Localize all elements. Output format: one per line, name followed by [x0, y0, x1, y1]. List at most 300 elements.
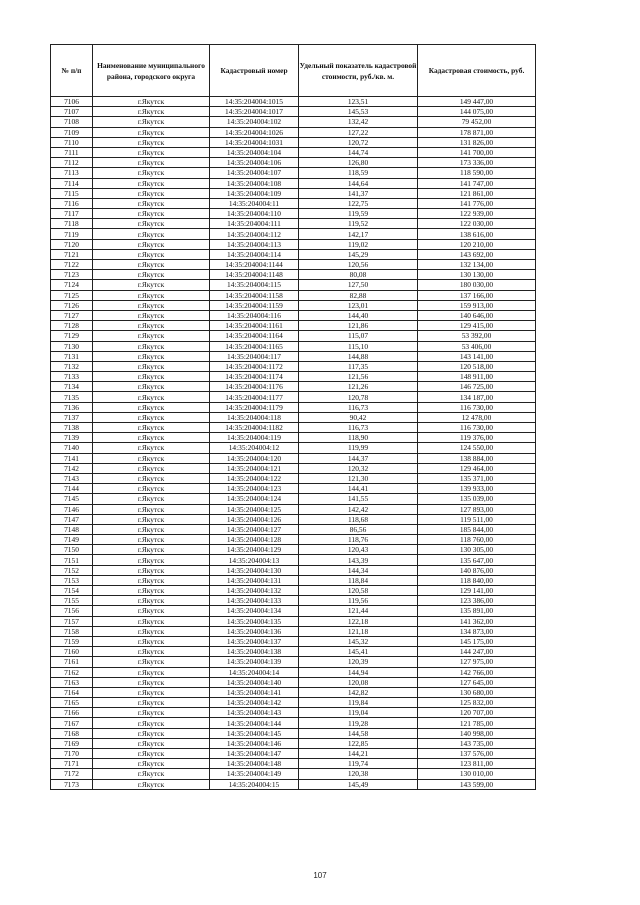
- cadastral-number-cell: 14:35:204004:130: [210, 565, 299, 575]
- cadastral-cost-cell: 118 760,00: [418, 535, 536, 545]
- cadastral-cost-cell: 118 590,00: [418, 168, 536, 178]
- district-cell: г.Якутск: [93, 290, 210, 300]
- specific-value-cell: 116,73: [299, 402, 418, 412]
- table-row: [51, 616, 536, 626]
- table-row: [51, 565, 536, 575]
- district-cell: г.Якутск: [93, 188, 210, 198]
- row-number-cell: 7142: [51, 463, 93, 473]
- cadastral-number-cell: 14:35:204004:136: [210, 626, 299, 636]
- table-row: [51, 209, 536, 219]
- row-number-cell: 7117: [51, 209, 93, 219]
- cadastral-number-cell: 14:35:204004:135: [210, 616, 299, 626]
- district-cell: г.Якутск: [93, 555, 210, 565]
- cadastral-cost-cell: 140 876,00: [418, 565, 536, 575]
- header-row-number: № п/п: [51, 45, 93, 97]
- header-cadastral-cost: Кадастровая стоимость, руб.: [418, 45, 536, 97]
- specific-value-cell: 115,07: [299, 331, 418, 341]
- row-number-cell: 7126: [51, 300, 93, 310]
- specific-value-cell: 120,32: [299, 463, 418, 473]
- cadastral-number-cell: 14:35:204004:107: [210, 168, 299, 178]
- table-row: [51, 657, 536, 667]
- table-row: [51, 677, 536, 687]
- cadastral-number-cell: 14:35:204004:142: [210, 698, 299, 708]
- table-row: [51, 545, 536, 555]
- specific-value-cell: 115,10: [299, 341, 418, 351]
- table-row: [51, 535, 536, 545]
- row-number-cell: 7145: [51, 494, 93, 504]
- district-cell: г.Якутск: [93, 402, 210, 412]
- row-number-cell: 7152: [51, 565, 93, 575]
- cadastral-number-cell: 14:35:204004:109: [210, 188, 299, 198]
- specific-value-cell: 141,55: [299, 494, 418, 504]
- table-row: [51, 504, 536, 514]
- cadastral-number-cell: 14:35:204004:106: [210, 158, 299, 168]
- cadastral-number-cell: 14:35:204004:139: [210, 657, 299, 667]
- table-row: [51, 372, 536, 382]
- table-row: [51, 168, 536, 178]
- row-number-cell: 7156: [51, 606, 93, 616]
- cadastral-cost-cell: 144 075,00: [418, 107, 536, 117]
- row-number-cell: 7147: [51, 514, 93, 524]
- cadastral-cost-cell: 140 646,00: [418, 310, 536, 320]
- specific-value-cell: 120,58: [299, 586, 418, 596]
- specific-value-cell: 123,01: [299, 300, 418, 310]
- cadastral-number-cell: 14:35:204004:1158: [210, 290, 299, 300]
- table-row: [51, 698, 536, 708]
- cadastral-cost-cell: 116 730,00: [418, 423, 536, 433]
- row-number-cell: 7138: [51, 423, 93, 433]
- cadastral-number-cell: 14:35:204004:132: [210, 586, 299, 596]
- district-cell: г.Якутск: [93, 698, 210, 708]
- cadastral-cost-cell: 148 911,00: [418, 372, 536, 382]
- row-number-cell: 7125: [51, 290, 93, 300]
- row-number-cell: 7144: [51, 484, 93, 494]
- specific-value-cell: 144,37: [299, 453, 418, 463]
- cadastral-number-cell: 14:35:204004:108: [210, 178, 299, 188]
- cadastral-number-cell: 14:35:204004:145: [210, 728, 299, 738]
- district-cell: г.Якутск: [93, 147, 210, 157]
- cadastral-cost-cell: 124 550,00: [418, 443, 536, 453]
- row-number-cell: 7148: [51, 524, 93, 534]
- row-number-cell: 7146: [51, 504, 93, 514]
- row-number-cell: 7151: [51, 555, 93, 565]
- row-number-cell: 7170: [51, 749, 93, 759]
- cadastral-number-cell: 14:35:204004:1026: [210, 127, 299, 137]
- district-cell: г.Якутск: [93, 606, 210, 616]
- district-cell: г.Якутск: [93, 270, 210, 280]
- cadastral-cost-cell: 127 893,00: [418, 504, 536, 514]
- district-cell: г.Якутск: [93, 677, 210, 687]
- cadastral-number-cell: 14:35:204004:1015: [210, 97, 299, 107]
- district-cell: г.Якутск: [93, 463, 210, 473]
- district-cell: г.Якутск: [93, 412, 210, 422]
- row-number-cell: 7114: [51, 178, 93, 188]
- cadastral-number-cell: 14:35:204004:143: [210, 708, 299, 718]
- table-row: [51, 361, 536, 371]
- cadastral-number-cell: 14:35:204004:15: [210, 779, 299, 789]
- specific-value-cell: 141,37: [299, 188, 418, 198]
- cadastral-cost-cell: 130 680,00: [418, 687, 536, 697]
- table-row: [51, 402, 536, 412]
- cadastral-number-cell: 14:35:204004:1172: [210, 361, 299, 371]
- row-number-cell: 7134: [51, 382, 93, 392]
- specific-value-cell: 144,41: [299, 484, 418, 494]
- cadastral-number-cell: 14:35:204004:1159: [210, 300, 299, 310]
- cadastral-cost-cell: 127 645,00: [418, 677, 536, 687]
- district-cell: г.Якутск: [93, 636, 210, 646]
- cadastral-cost-cell: 185 844,00: [418, 524, 536, 534]
- cadastral-number-cell: 14:35:204004:1176: [210, 382, 299, 392]
- cadastral-number-cell: 14:35:204004:128: [210, 535, 299, 545]
- cadastral-number-cell: 14:35:204004:141: [210, 687, 299, 697]
- table-row: [51, 249, 536, 259]
- specific-value-cell: 144,21: [299, 749, 418, 759]
- district-cell: г.Якутск: [93, 361, 210, 371]
- cadastral-cost-cell: 149 447,00: [418, 97, 536, 107]
- row-number-cell: 7168: [51, 728, 93, 738]
- table-row: [51, 198, 536, 208]
- cadastral-cost-cell: 180 030,00: [418, 280, 536, 290]
- cadastral-cost-cell: 135 891,00: [418, 606, 536, 616]
- cadastral-cost-cell: 141 700,00: [418, 147, 536, 157]
- specific-value-cell: 120,78: [299, 392, 418, 402]
- specific-value-cell: 86,56: [299, 524, 418, 534]
- specific-value-cell: 116,73: [299, 423, 418, 433]
- cadastral-cost-cell: 137 166,00: [418, 290, 536, 300]
- cadastral-number-cell: 14:35:204004:111: [210, 219, 299, 229]
- specific-value-cell: 120,39: [299, 657, 418, 667]
- cadastral-cost-cell: 146 725,00: [418, 382, 536, 392]
- row-number-cell: 7137: [51, 412, 93, 422]
- table-row: [51, 636, 536, 646]
- cadastral-cost-cell: 132 134,00: [418, 260, 536, 270]
- row-number-cell: 7106: [51, 97, 93, 107]
- specific-value-cell: 121,86: [299, 321, 418, 331]
- row-number-cell: 7173: [51, 779, 93, 789]
- row-number-cell: 7161: [51, 657, 93, 667]
- table-row: [51, 596, 536, 606]
- cadastral-cost-cell: 141 776,00: [418, 198, 536, 208]
- cadastral-number-cell: 14:35:204004:121: [210, 463, 299, 473]
- district-cell: г.Якутск: [93, 117, 210, 127]
- specific-value-cell: 119,52: [299, 219, 418, 229]
- row-number-cell: 7113: [51, 168, 93, 178]
- district-cell: г.Якутск: [93, 423, 210, 433]
- specific-value-cell: 82,88: [299, 290, 418, 300]
- cadastral-number-cell: 14:35:204004:1017: [210, 107, 299, 117]
- row-number-cell: 7112: [51, 158, 93, 168]
- cadastral-cost-cell: 143 692,00: [418, 249, 536, 259]
- table-row: [51, 443, 536, 453]
- cadastral-cost-cell: 142 766,00: [418, 667, 536, 677]
- specific-value-cell: 118,59: [299, 168, 418, 178]
- district-cell: г.Якутск: [93, 260, 210, 270]
- cadastral-cost-cell: 129 141,00: [418, 586, 536, 596]
- specific-value-cell: 120,72: [299, 137, 418, 147]
- specific-value-cell: 119,56: [299, 596, 418, 606]
- cadastral-cost-cell: 116 730,00: [418, 402, 536, 412]
- specific-value-cell: 119,59: [299, 209, 418, 219]
- row-number-cell: 7118: [51, 219, 93, 229]
- specific-value-cell: 145,41: [299, 647, 418, 657]
- row-number-cell: 7121: [51, 249, 93, 259]
- cadastral-cost-cell: 138 616,00: [418, 229, 536, 239]
- row-number-cell: 7150: [51, 545, 93, 555]
- cadastral-cost-cell: 159 913,00: [418, 300, 536, 310]
- cadastral-cost-cell: 130 010,00: [418, 769, 536, 779]
- district-cell: г.Якутск: [93, 545, 210, 555]
- cadastral-number-cell: 14:35:204004:1174: [210, 372, 299, 382]
- district-cell: г.Якутск: [93, 586, 210, 596]
- cadastral-number-cell: 14:35:204004:127: [210, 524, 299, 534]
- row-number-cell: 7107: [51, 107, 93, 117]
- cadastral-number-cell: 14:35:204004:118: [210, 412, 299, 422]
- district-cell: г.Якутск: [93, 310, 210, 320]
- district-cell: г.Якутск: [93, 718, 210, 728]
- district-cell: г.Якутск: [93, 158, 210, 168]
- table-row: [51, 188, 536, 198]
- table-row: [51, 310, 536, 320]
- table-row: [51, 514, 536, 524]
- row-number-cell: 7158: [51, 626, 93, 636]
- table-row: [51, 769, 536, 779]
- cadastral-number-cell: 14:35:204004:147: [210, 749, 299, 759]
- table-row: [51, 647, 536, 657]
- table-row: [51, 749, 536, 759]
- specific-value-cell: 121,30: [299, 473, 418, 483]
- row-number-cell: 7120: [51, 239, 93, 249]
- cadastral-number-cell: 14:35:204004:13: [210, 555, 299, 565]
- cadastral-cost-cell: 145 175,00: [418, 636, 536, 646]
- specific-value-cell: 122,75: [299, 198, 418, 208]
- specific-value-cell: 144,40: [299, 310, 418, 320]
- table-body: [51, 97, 536, 790]
- table-row: [51, 392, 536, 402]
- cadastral-number-cell: 14:35:204004:117: [210, 351, 299, 361]
- cadastral-number-cell: 14:35:204004:115: [210, 280, 299, 290]
- cadastral-number-cell: 14:35:204004:110: [210, 209, 299, 219]
- cadastral-cost-cell: 120 518,00: [418, 361, 536, 371]
- specific-value-cell: 144,74: [299, 147, 418, 157]
- cadastral-number-cell: 14:35:204004:1148: [210, 270, 299, 280]
- specific-value-cell: 120,08: [299, 677, 418, 687]
- cadastral-number-cell: 14:35:204004:1179: [210, 402, 299, 412]
- cadastral-number-cell: 14:35:204004:1177: [210, 392, 299, 402]
- table-row: [51, 219, 536, 229]
- page-number: 107: [313, 871, 327, 880]
- cadastral-cost-cell: 143 735,00: [418, 738, 536, 748]
- district-cell: г.Якутск: [93, 443, 210, 453]
- row-number-cell: 7131: [51, 351, 93, 361]
- table-row: [51, 280, 536, 290]
- cadastral-cost-cell: 121 785,00: [418, 718, 536, 728]
- specific-value-cell: 121,56: [299, 372, 418, 382]
- cadastral-number-cell: 14:35:204004:1165: [210, 341, 299, 351]
- district-cell: г.Якутск: [93, 738, 210, 748]
- table-row: [51, 147, 536, 157]
- cadastral-cost-cell: 135 371,00: [418, 473, 536, 483]
- district-cell: г.Якутск: [93, 759, 210, 769]
- district-cell: г.Якутск: [93, 168, 210, 178]
- cadastral-cost-cell: 138 884,00: [418, 453, 536, 463]
- specific-value-cell: 118,68: [299, 514, 418, 524]
- specific-value-cell: 127,22: [299, 127, 418, 137]
- district-cell: г.Якутск: [93, 107, 210, 117]
- cadastral-cost-cell: 118 840,00: [418, 575, 536, 585]
- cadastral-cost-cell: 123 811,00: [418, 759, 536, 769]
- cadastral-number-cell: 14:35:204004:113: [210, 239, 299, 249]
- cadastral-number-cell: 14:35:204004:12: [210, 443, 299, 453]
- table-row: [51, 728, 536, 738]
- district-cell: г.Якутск: [93, 769, 210, 779]
- table-row: [51, 341, 536, 351]
- table-row: [51, 708, 536, 718]
- district-cell: г.Якутск: [93, 372, 210, 382]
- district-cell: г.Якутск: [93, 331, 210, 341]
- specific-value-cell: 122,18: [299, 616, 418, 626]
- specific-value-cell: 144,88: [299, 351, 418, 361]
- district-cell: г.Якутск: [93, 341, 210, 351]
- table-row: [51, 718, 536, 728]
- row-number-cell: 7133: [51, 372, 93, 382]
- district-cell: г.Якутск: [93, 657, 210, 667]
- specific-value-cell: 118,90: [299, 433, 418, 443]
- cadastral-cost-cell: 141 747,00: [418, 178, 536, 188]
- table-row: [51, 626, 536, 636]
- row-number-cell: 7124: [51, 280, 93, 290]
- table-row: [51, 687, 536, 697]
- table-row: [51, 473, 536, 483]
- specific-value-cell: 119,99: [299, 443, 418, 453]
- district-cell: г.Якутск: [93, 351, 210, 361]
- cadastral-cost-cell: 127 975,00: [418, 657, 536, 667]
- cadastral-cost-cell: 119 511,00: [418, 514, 536, 524]
- cadastral-number-cell: 14:35:204004:102: [210, 117, 299, 127]
- cadastral-number-cell: 14:35:204004:124: [210, 494, 299, 504]
- table-row: [51, 178, 536, 188]
- cadastral-number-cell: 14:35:204004:122: [210, 473, 299, 483]
- cadastral-cost-cell: 143 599,00: [418, 779, 536, 789]
- district-cell: г.Якутск: [93, 127, 210, 137]
- district-cell: г.Якутск: [93, 535, 210, 545]
- row-number-cell: 7172: [51, 769, 93, 779]
- table-row: [51, 260, 536, 270]
- cadastral-cost-cell: 137 576,00: [418, 749, 536, 759]
- district-cell: г.Якутск: [93, 300, 210, 310]
- specific-value-cell: 144,58: [299, 728, 418, 738]
- specific-value-cell: 120,56: [299, 260, 418, 270]
- district-cell: г.Якутск: [93, 280, 210, 290]
- table-row: [51, 290, 536, 300]
- row-number-cell: 7157: [51, 616, 93, 626]
- row-number-cell: 7135: [51, 392, 93, 402]
- table-row: [51, 412, 536, 422]
- table-row: [51, 351, 536, 361]
- row-number-cell: 7159: [51, 636, 93, 646]
- cadastral-number-cell: 14:35:204004:120: [210, 453, 299, 463]
- cadastral-cost-cell: 130 130,00: [418, 270, 536, 280]
- cadastral-number-cell: 14:35:204004:1161: [210, 321, 299, 331]
- district-cell: г.Якутск: [93, 229, 210, 239]
- cadastral-number-cell: 14:35:204004:14: [210, 667, 299, 677]
- row-number-cell: 7136: [51, 402, 93, 412]
- district-cell: г.Якутск: [93, 239, 210, 249]
- district-cell: г.Якутск: [93, 708, 210, 718]
- row-number-cell: 7169: [51, 738, 93, 748]
- district-cell: г.Якутск: [93, 504, 210, 514]
- cadastral-number-cell: 14:35:204004:129: [210, 545, 299, 555]
- district-cell: г.Якутск: [93, 616, 210, 626]
- row-number-cell: 7127: [51, 310, 93, 320]
- table-row: [51, 586, 536, 596]
- table-row: [51, 117, 536, 127]
- row-number-cell: 7108: [51, 117, 93, 127]
- specific-value-cell: 145,32: [299, 636, 418, 646]
- row-number-cell: 7115: [51, 188, 93, 198]
- table-row: [51, 555, 536, 565]
- cadastral-number-cell: 14:35:204004:125: [210, 504, 299, 514]
- cadastral-number-cell: 14:35:204004:138: [210, 647, 299, 657]
- district-cell: г.Якутск: [93, 484, 210, 494]
- table-row: [51, 494, 536, 504]
- district-cell: г.Якутск: [93, 728, 210, 738]
- cadastral-number-cell: 14:35:204004:1031: [210, 137, 299, 147]
- specific-value-cell: 120,38: [299, 769, 418, 779]
- specific-value-cell: 145,29: [299, 249, 418, 259]
- specific-value-cell: 145,49: [299, 779, 418, 789]
- specific-value-cell: 142,42: [299, 504, 418, 514]
- cadastral-cost-cell: 123 386,00: [418, 596, 536, 606]
- specific-value-cell: 127,50: [299, 280, 418, 290]
- row-number-cell: 7129: [51, 331, 93, 341]
- table-row: [51, 127, 536, 137]
- specific-value-cell: 117,35: [299, 361, 418, 371]
- row-number-cell: 7149: [51, 535, 93, 545]
- row-number-cell: 7140: [51, 443, 93, 453]
- district-cell: г.Якутск: [93, 392, 210, 402]
- table-row: [51, 759, 536, 769]
- specific-value-cell: 120,43: [299, 545, 418, 555]
- cadastral-number-cell: 14:35:204004:134: [210, 606, 299, 616]
- table-row: [51, 453, 536, 463]
- table-row: [51, 158, 536, 168]
- specific-value-cell: 143,39: [299, 555, 418, 565]
- row-number-cell: 7160: [51, 647, 93, 657]
- table-row: [51, 107, 536, 117]
- cadastral-cost-cell: 173 336,00: [418, 158, 536, 168]
- table-row: [51, 97, 536, 107]
- cadastral-cost-cell: 122 030,00: [418, 219, 536, 229]
- district-cell: г.Якутск: [93, 749, 210, 759]
- table-row: [51, 239, 536, 249]
- header-district: Наименование муниципального района, городского округа: [93, 45, 210, 97]
- district-cell: г.Якутск: [93, 453, 210, 463]
- cadastral-cost-cell: 53 406,00: [418, 341, 536, 351]
- cadastral-number-cell: 14:35:204004:119: [210, 433, 299, 443]
- table-row: [51, 433, 536, 443]
- district-cell: г.Якутск: [93, 198, 210, 208]
- row-number-cell: 7162: [51, 667, 93, 677]
- cadastral-cost-cell: 12 478,00: [418, 412, 536, 422]
- district-cell: г.Якутск: [93, 321, 210, 331]
- row-number-cell: 7167: [51, 718, 93, 728]
- row-number-cell: 7109: [51, 127, 93, 137]
- header-cadastral-number: Кадастровый номер: [210, 45, 299, 97]
- row-number-cell: 7171: [51, 759, 93, 769]
- district-cell: г.Якутск: [93, 209, 210, 219]
- district-cell: г.Якутск: [93, 647, 210, 657]
- cadastral-cost-cell: 129 464,00: [418, 463, 536, 473]
